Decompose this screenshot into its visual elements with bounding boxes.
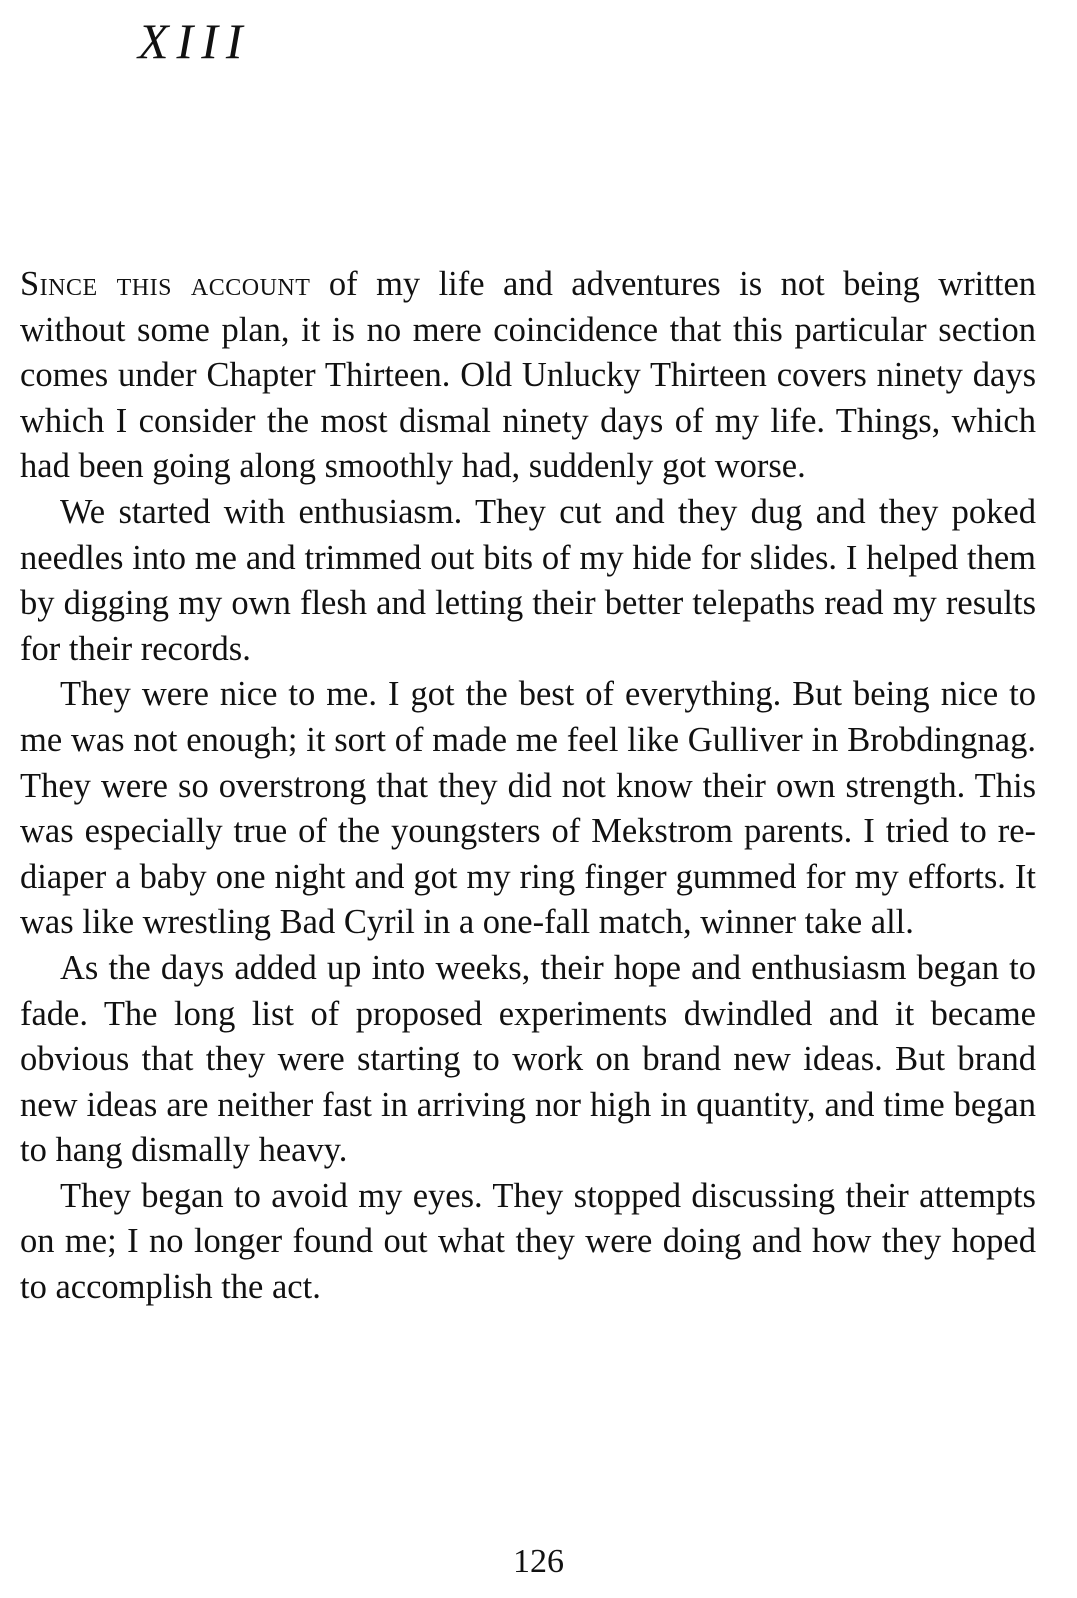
paragraph-3: They were nice to me. I got the best of everything. But being nice to me was not enough; it sort of made me feel like Gulliver in Brobdingnag. They were so overstrong that they did not know their own strength. This was especially true of the youngsters of Mekstrom parents. I tried to re-diaper a baby one night and got my ring finger gummed for my efforts. It was like wrestling Bad Cyril in a one-fall match, winner take all. — [20, 675, 1036, 942]
chapter-number: XIII — [138, 13, 251, 69]
paragraph-2: We started with enthusiasm. They cut and they dug and they poked needles into me and trimmed out bits of my hide for slides. I helped them by digging my own flesh and letting their better telepaths read my results for their records. — [20, 492, 1036, 668]
chapter-body — [20, 262, 1036, 1311]
page-number: 126 — [513, 1543, 564, 1580]
paragraph-1-text: of my life and adventures is not being written without some plan, it is no mere coincidence that this particular section comes under Chapter Thirteen. Old Unlucky Thirteen covers ninety days which I consider the most dismal ninety days of my life. Things, which had been going along smoothly had, suddenly got worse. — [20, 265, 1037, 486]
paragraph-1 — [20, 262, 1036, 490]
paragraph-4: As the days added up into weeks, their hope and enthusiasm began to fade. The long list of proposed experiments dwindled and it became obvious that they were starting to work on brand new ideas. But brand new ideas are neither fast in arriving nor high in quantity, and time began to hang dismally heavy. — [20, 948, 1036, 1170]
opening-small-caps: Since this account — [20, 265, 311, 303]
paragraph-5: They began to avoid my eyes. They stopped discussing their attempts on me; I no longer found out what they were doing and how they hoped to accomplish the act. — [20, 1176, 1036, 1307]
